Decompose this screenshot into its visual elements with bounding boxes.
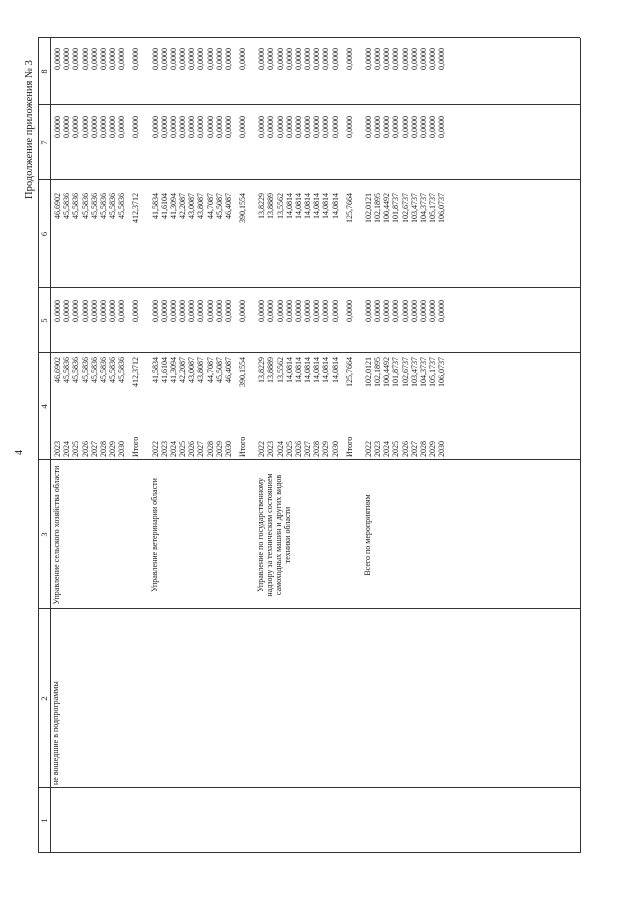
value-cell-c8: 0,0000: [53, 48, 62, 70]
value-cell-c4: 45,5836: [98, 357, 108, 383]
value-cell-c6: 101,8737: [391, 193, 401, 223]
value-cell-c4: 102,1895: [373, 357, 383, 387]
table-top-border: [38, 38, 39, 853]
program-name-text: не вошедшие в подпрограммы: [51, 681, 60, 785]
value-cell-c6: 46,4087: [223, 193, 233, 219]
value-cell-c4: 101,8737: [391, 357, 401, 387]
value-cell-c6: 45,5836: [71, 193, 81, 219]
total-value-c8: 0,0000: [238, 48, 248, 70]
year-cell: 2029: [108, 441, 118, 457]
value-cell-c8: 0,0000: [437, 48, 447, 70]
value-cell-c8: 0,0000: [391, 48, 401, 70]
value-cell-c8: 0,0000: [293, 48, 303, 70]
value-cell-c6: 45,5836: [62, 193, 72, 219]
year-cell: 2030: [223, 441, 233, 457]
year-cell: 2023: [53, 441, 62, 457]
value-cell-c4: 102,6737: [400, 357, 410, 387]
year-cell: 2026: [187, 441, 197, 457]
value-cell-c7: 0,0000: [223, 116, 233, 138]
value-cell-c5: 0,0000: [150, 300, 160, 322]
total-value-c4: 390,1554: [238, 357, 248, 387]
year-cell: 2029: [214, 441, 224, 457]
value-cell-c5: 0,0000: [330, 300, 340, 322]
value-cell-c7: 0,0000: [71, 116, 81, 138]
value-cell-c7: 0,0000: [284, 116, 294, 138]
year-cell: 2029: [428, 441, 438, 457]
value-cell-c6: 42,2087: [178, 193, 188, 219]
value-cell-c7: 0,0000: [418, 116, 428, 138]
value-cell-c8: 0,0000: [321, 48, 331, 70]
year-cell: 2029: [321, 441, 331, 457]
executor-name: Всего по мероприятиям: [362, 494, 372, 576]
value-cell-c8: 0,0000: [168, 48, 178, 70]
value-cell-c5: 0,0000: [187, 300, 197, 322]
value-cell-c4: 14,0814: [321, 357, 331, 383]
year-cell: 2027: [303, 441, 313, 457]
value-cell-c6: 102,6737: [400, 193, 410, 223]
value-cell-c5: 0,0000: [62, 300, 72, 322]
value-cell-c6: 14,0814: [284, 193, 294, 219]
value-cell-c7: 0,0000: [373, 116, 383, 138]
total-value-c5: 0,0000: [344, 300, 354, 322]
year-cell: 2022: [257, 441, 267, 457]
page-number: 4: [14, 450, 25, 455]
value-cell-c6: 45,5836: [117, 193, 127, 219]
value-cell-c7: 0,0000: [382, 116, 392, 138]
total-value-c7: 0,0000: [131, 116, 141, 138]
total-label: Итого: [131, 436, 141, 457]
value-cell-c8: 0,0000: [80, 48, 90, 70]
value-cell-c5: 0,0000: [293, 300, 303, 322]
year-cell: 2024: [275, 441, 285, 457]
value-cell-c7: 0,0000: [437, 116, 447, 138]
value-cell-c4: 13,8229: [257, 357, 267, 383]
value-cell-c4: 14,0814: [303, 357, 313, 383]
value-cell-c8: 0,0000: [98, 48, 108, 70]
value-cell-c4: 41,6104: [159, 357, 169, 383]
column-number-7: 7: [39, 140, 49, 145]
value-cell-c7: 0,0000: [117, 116, 127, 138]
value-cell-c5: 0,0000: [214, 300, 224, 322]
value-cell-c6: 43,8087: [196, 193, 206, 219]
value-cell-c4: 100,4492: [382, 357, 392, 387]
value-cell-c5: 0,0000: [382, 300, 392, 322]
value-cell-c7: 0,0000: [62, 116, 72, 138]
value-cell-c7: 0,0000: [257, 116, 267, 138]
value-cell-c5: 0,0000: [98, 300, 108, 322]
value-cell-c7: 0,0000: [168, 116, 178, 138]
column-number-8: 8: [39, 69, 49, 74]
column-number-3: 3: [39, 532, 49, 537]
value-cell-c5: 0,0000: [205, 300, 215, 322]
value-cell-c8: 0,0000: [159, 48, 169, 70]
value-cell-c4: 41,5834: [150, 357, 160, 383]
year-cell: 2027: [196, 441, 206, 457]
year-cell: 2024: [168, 441, 178, 457]
column-number-5: 5: [39, 318, 49, 323]
total-value-c5: 0,0000: [131, 300, 141, 322]
value-cell-c8: 0,0000: [117, 48, 127, 70]
value-cell-c6: 45,5836: [98, 193, 108, 219]
value-cell-c8: 0,0000: [418, 48, 428, 70]
year-cell: 2023: [266, 441, 276, 457]
value-cell-c8: 0,0000: [89, 48, 99, 70]
value-cell-c8: 0,0000: [373, 48, 383, 70]
value-cell-c6: 100,4492: [382, 193, 392, 223]
value-cell-c8: 0,0000: [196, 48, 206, 70]
value-cell-c4: 45,5836: [108, 357, 118, 383]
value-cell-c7: 0,0000: [89, 116, 99, 138]
total-value-c8: 0,0000: [344, 48, 354, 70]
year-cell: 2028: [312, 441, 322, 457]
year-cell: 2026: [80, 441, 90, 457]
value-cell-c5: 0,0000: [80, 300, 90, 322]
column-divider: [38, 852, 580, 853]
value-cell-c4: 45,5836: [80, 357, 90, 383]
value-cell-c4: 14,0814: [312, 357, 322, 383]
value-cell-c7: 0,0000: [53, 116, 62, 138]
value-cell-c5: 0,0000: [284, 300, 294, 322]
value-cell-c7: 0,0000: [159, 116, 169, 138]
value-cell-c5: 0,0000: [168, 300, 178, 322]
value-cell-c8: 0,0000: [284, 48, 294, 70]
value-cell-c4: 13,5562: [275, 357, 285, 383]
value-cell-c5: 0,0000: [400, 300, 410, 322]
year-cell: 2025: [178, 441, 188, 457]
total-value-c6: 412,3712: [131, 193, 141, 223]
value-cell-c7: 0,0000: [400, 116, 410, 138]
value-cell-c6: 45,5836: [89, 193, 99, 219]
value-cell-c7: 0,0000: [321, 116, 331, 138]
value-cell-c8: 0,0000: [214, 48, 224, 70]
value-cell-c6: 14,0814: [321, 193, 331, 219]
value-cell-c4: 46,4087: [223, 357, 233, 383]
value-cell-c5: 0,0000: [117, 300, 127, 322]
executor-name: Управление ветеринарии области: [149, 478, 159, 592]
value-cell-c8: 0,0000: [382, 48, 392, 70]
column-divider: [38, 787, 580, 788]
executor-name: Управление по государственному надзору за техническим состоянием самоходных машин и других видов техники области: [256, 473, 292, 597]
value-cell-c6: 41,5834: [150, 193, 160, 219]
value-cell-c5: 0,0000: [178, 300, 188, 322]
value-cell-c6: 45,5836: [80, 193, 90, 219]
value-cell-c8: 0,0000: [275, 48, 285, 70]
value-cell-c7: 0,0000: [428, 116, 438, 138]
column-divider: [38, 37, 580, 38]
year-cell: 2030: [437, 441, 447, 457]
value-cell-c4: 45,5836: [71, 357, 81, 383]
value-cell-c8: 0,0000: [303, 48, 313, 70]
value-cell-c7: 0,0000: [409, 116, 419, 138]
value-cell-c8: 0,0000: [150, 48, 160, 70]
year-cell: 2026: [293, 441, 303, 457]
column-divider: [38, 287, 580, 288]
total-value-c7: 0,0000: [344, 116, 354, 138]
year-cell: 2023: [159, 441, 169, 457]
value-cell-c7: 0,0000: [205, 116, 215, 138]
year-cell: 2025: [284, 441, 294, 457]
column-number-1: 1: [39, 818, 49, 823]
value-cell-c7: 0,0000: [363, 116, 373, 138]
value-cell-c4: 45,5836: [117, 357, 127, 383]
value-cell-c5: 0,0000: [391, 300, 401, 322]
value-cell-c4: 43,0087: [187, 357, 197, 383]
value-cell-c8: 0,0000: [400, 48, 410, 70]
column-divider: [38, 179, 580, 180]
year-cell: 2024: [382, 441, 392, 457]
value-cell-c8: 0,0000: [108, 48, 118, 70]
value-cell-c5: 0,0000: [312, 300, 322, 322]
value-cell-c6: 102,1895: [373, 193, 383, 223]
value-cell-c7: 0,0000: [275, 116, 285, 138]
value-cell-c6: 13,8889: [266, 193, 276, 219]
value-cell-c4: 14,0814: [293, 357, 303, 383]
value-cell-c7: 0,0000: [108, 116, 118, 138]
value-cell-c5: 0,0000: [159, 300, 169, 322]
value-cell-c5: 0,0000: [321, 300, 331, 322]
value-cell-c8: 0,0000: [312, 48, 322, 70]
value-cell-c4: 14,0814: [330, 357, 340, 383]
value-cell-c5: 0,0000: [257, 300, 267, 322]
column-number-4: 4: [39, 404, 49, 409]
value-cell-c8: 0,0000: [428, 48, 438, 70]
value-cell-c6: 14,0814: [293, 193, 303, 219]
value-cell-c6: 46,6902: [53, 193, 62, 219]
value-cell-c6: 45,5836: [108, 193, 118, 219]
value-cell-c5: 0,0000: [89, 300, 99, 322]
total-value-c8: 0,0000: [131, 48, 141, 70]
value-cell-c7: 0,0000: [196, 116, 206, 138]
value-cell-c5: 0,0000: [266, 300, 276, 322]
value-cell-c4: 13,8889: [266, 357, 276, 383]
value-cell-c6: 103,4737: [409, 193, 419, 223]
value-cell-c6: 45,5087: [214, 193, 224, 219]
table-bottom-border: [580, 38, 581, 853]
value-cell-c5: 0,0000: [303, 300, 313, 322]
value-cell-c8: 0,0000: [363, 48, 373, 70]
value-cell-c5: 0,0000: [53, 300, 62, 322]
total-value-c4: 125,7664: [344, 357, 354, 387]
year-cell: 2028: [98, 441, 108, 457]
value-cell-c7: 0,0000: [303, 116, 313, 138]
year-cell: 2030: [330, 441, 340, 457]
value-cell-c4: 46,6902: [53, 357, 62, 383]
value-cell-c7: 0,0000: [293, 116, 303, 138]
year-cell: 2024: [62, 441, 72, 457]
value-cell-c4: 43,8087: [196, 357, 206, 383]
year-cell: 2028: [418, 441, 428, 457]
column-divider: [38, 352, 580, 353]
value-cell-c6: 13,5562: [275, 193, 285, 219]
value-cell-c6: 14,0814: [330, 193, 340, 219]
value-cell-c7: 0,0000: [150, 116, 160, 138]
total-value-c5: 0,0000: [238, 300, 248, 322]
value-cell-c4: 45,5087: [214, 357, 224, 383]
value-cell-c4: 41,3094: [168, 357, 178, 383]
value-cell-c4: 103,4737: [409, 357, 419, 387]
value-cell-c8: 0,0000: [187, 48, 197, 70]
year-cell: 2027: [89, 441, 99, 457]
value-cell-c4: 42,2087: [178, 357, 188, 383]
continuation-title: Продолжение приложения № 3: [24, 60, 35, 199]
value-cell-c7: 0,0000: [187, 116, 197, 138]
year-cell: 2027: [409, 441, 419, 457]
value-cell-c7: 0,0000: [178, 116, 188, 138]
value-cell-c7: 0,0000: [266, 116, 276, 138]
year-cell: 2025: [71, 441, 81, 457]
value-cell-c8: 0,0000: [71, 48, 81, 70]
value-cell-c4: 104,3737: [418, 357, 428, 387]
value-cell-c8: 0,0000: [205, 48, 215, 70]
value-cell-c4: 45,5836: [62, 357, 72, 383]
value-cell-c8: 0,0000: [409, 48, 419, 70]
value-cell-c7: 0,0000: [98, 116, 108, 138]
value-cell-c5: 0,0000: [108, 300, 118, 322]
total-label: Итого: [238, 436, 248, 457]
column-number-6: 6: [39, 231, 49, 237]
value-cell-c7: 0,0000: [391, 116, 401, 138]
column-number-2: 2: [39, 696, 49, 701]
value-cell-c5: 0,0000: [71, 300, 81, 322]
year-cell: 2022: [150, 441, 160, 457]
value-cell-c5: 0,0000: [363, 300, 373, 322]
value-cell-c7: 0,0000: [312, 116, 322, 138]
value-cell-c4: 102,0121: [363, 357, 373, 387]
value-cell-c6: 43,0087: [187, 193, 197, 219]
total-label: Итого: [344, 436, 354, 457]
year-cell: 2022: [363, 441, 373, 457]
value-cell-c5: 0,0000: [223, 300, 233, 322]
value-cell-c6: 104,3737: [418, 193, 428, 223]
value-cell-c8: 0,0000: [330, 48, 340, 70]
value-cell-c8: 0,0000: [62, 48, 72, 70]
value-cell-c5: 0,0000: [373, 300, 383, 322]
value-cell-c4: 14,0814: [284, 357, 294, 383]
value-cell-c4: 45,5836: [89, 357, 99, 383]
column-divider: [38, 459, 580, 460]
value-cell-c6: 106,0737: [437, 193, 447, 223]
value-cell-c6: 13,8229: [257, 193, 267, 219]
value-cell-c8: 0,0000: [223, 48, 233, 70]
value-cell-c8: 0,0000: [178, 48, 188, 70]
value-cell-c6: 14,0814: [312, 193, 322, 219]
column-divider: [38, 608, 580, 609]
value-cell-c5: 0,0000: [428, 300, 438, 322]
value-cell-c6: 105,1737: [428, 193, 438, 223]
value-cell-c6: 14,0814: [303, 193, 313, 219]
year-cell: 2025: [391, 441, 401, 457]
year-cell: 2028: [205, 441, 215, 457]
value-cell-c4: 105,1737: [428, 357, 438, 387]
value-cell-c8: 0,0000: [266, 48, 276, 70]
value-cell-c6: 41,3094: [168, 193, 178, 219]
year-cell: 2023: [373, 441, 383, 457]
value-cell-c6: 102,0121: [363, 193, 373, 223]
value-cell-c7: 0,0000: [214, 116, 224, 138]
value-cell-c7: 0,0000: [80, 116, 90, 138]
value-cell-c5: 0,0000: [275, 300, 285, 322]
value-cell-c6: 44,7087: [205, 193, 215, 219]
total-value-c4: 412,3712: [131, 357, 141, 387]
value-cell-c8: 0,0000: [257, 48, 267, 70]
year-cell: 2026: [400, 441, 410, 457]
total-value-c6: 125,7664: [344, 193, 354, 223]
total-value-c7: 0,0000: [238, 116, 248, 138]
value-cell-c4: 106,0737: [437, 357, 447, 387]
year-cell: 2030: [117, 441, 127, 457]
value-cell-c5: 0,0000: [409, 300, 419, 322]
executor-name: Управление сельского хозяйства области: [52, 465, 61, 605]
total-value-c6: 390,1554: [238, 193, 248, 223]
column-divider: [38, 104, 580, 105]
value-cell-c5: 0,0000: [418, 300, 428, 322]
value-cell-c5: 0,0000: [196, 300, 206, 322]
value-cell-c5: 0,0000: [437, 300, 447, 322]
value-cell-c6: 41,6104: [159, 193, 169, 219]
value-cell-c7: 0,0000: [330, 116, 340, 138]
value-cell-c4: 44,7087: [205, 357, 215, 383]
